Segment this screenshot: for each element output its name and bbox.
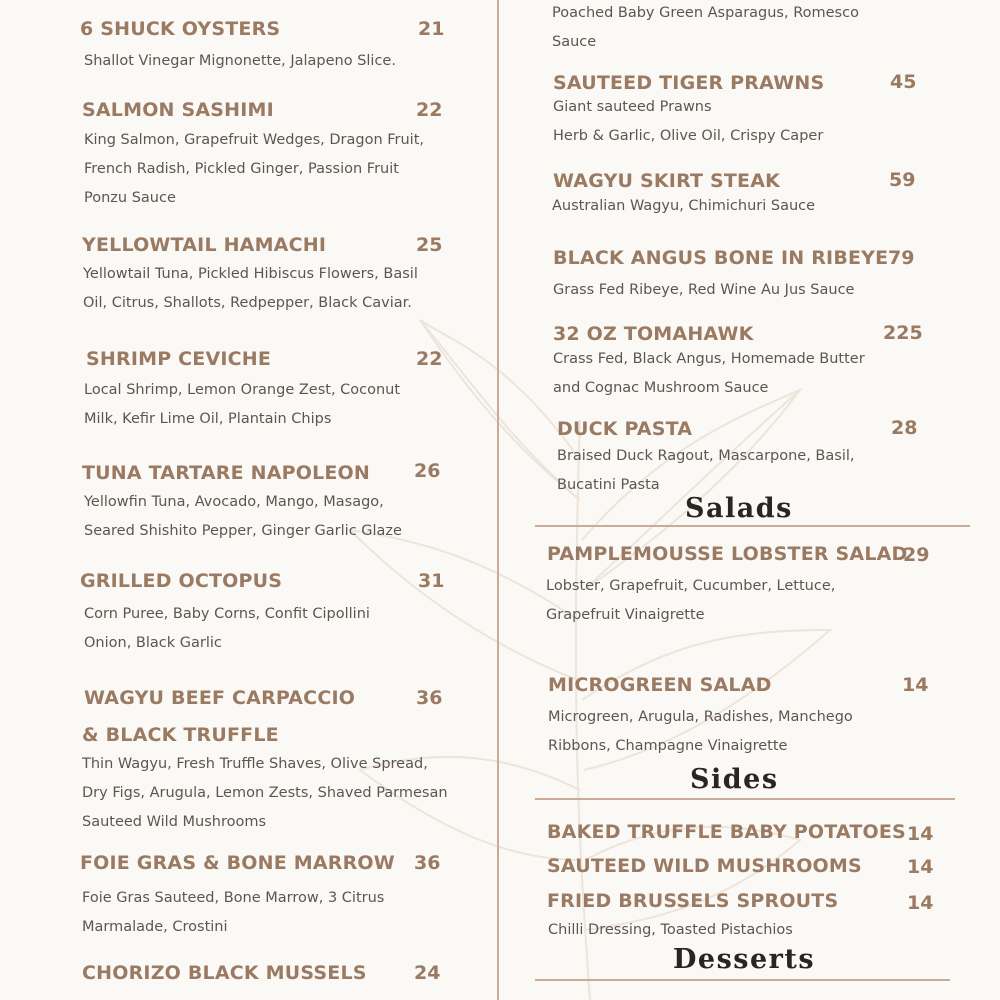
section-title-sides: Sides [690,764,779,795]
item-description: Chilli Dressing, Toasted Pistachios [548,922,793,938]
item-name: SAUTEED WILD MUSHROOMS [547,855,862,877]
item-price: 22 [416,99,443,121]
item-price: 36 [416,687,443,709]
item-name: FOIE GRAS & BONE MARROW [80,852,395,874]
item-name-line-2: & BLACK TRUFFLE [82,724,279,746]
item-description: Grass Fed Ribeye, Red Wine Au Jus Sauce [553,282,855,298]
item-price: 25 [416,234,443,256]
item-description: Australian Wagyu, Chimichuri Sauce [552,198,816,214]
section-title-salads: Salads [685,493,793,524]
item-name: SHRIMP CEVICHE [86,348,272,370]
item-price: 14 [907,856,934,878]
item-description: Giant sauteed Prawns Herb & Garlic, Olive Oil, Crispy Caper [553,99,824,144]
item-price: 21 [418,18,445,40]
item-price: 28 [891,417,918,439]
item-description: Yellowfin Tuna, Avocado, Mango, Masago, Seared Shishito Pepper, Ginger Garlic Glaze [84,494,402,539]
item-price: 14 [902,674,929,696]
item-name: 6 SHUCK OYSTERS [80,18,281,40]
item-name: YELLOWTAIL HAMACHI [82,234,327,256]
item-description: Lobster, Grapefruit, Cucumber, Lettuce, Grapefruit Vinaigrette [546,578,836,623]
item-name: SAUTEED TIGER PRAWNS [553,72,825,94]
item-name: BAKED TRUFFLE BABY POTATOES [547,821,906,843]
item-price: 14 [907,892,934,914]
section-rule [535,798,955,800]
item-name: 32 OZ TOMAHAWK [553,323,754,345]
item-name: MICROGREEN SALAD [548,674,772,696]
item-description: Shallot Vinegar Mignonette, Jalapeno Slice. [84,53,396,69]
item-description: Poached Baby Green Asparagus, Romesco Sauce [552,5,859,50]
item-description: Crass Fed, Black Angus, Homemade Butter and Cognac Mushroom Sauce [553,351,865,396]
section-rule [535,525,970,527]
item-price: 36 [414,852,441,874]
item-price: 45 [890,71,917,93]
item-name: BLACK ANGUS BONE IN RIBEYE [553,247,889,269]
column-divider [497,0,499,1000]
item-name: SALMON SASHIMI [82,99,274,121]
item-name: FRIED BRUSSELS SPROUTS [547,890,839,912]
item-price: 31 [418,570,445,592]
item-description: Corn Puree, Baby Corns, Confit Cipollini Onion, Black Garlic [84,606,370,651]
item-price: 22 [416,348,443,370]
item-description: Local Shrimp, Lemon Orange Zest, Coconut Milk, Kefir Lime Oil, Plantain Chips [84,382,401,427]
item-description: Foie Gras Sauteed, Bone Marrow, 3 Citrus Marmalade, Crostini [82,890,385,935]
item-price: 24 [414,962,441,984]
item-name: DUCK PASTA [557,418,693,440]
item-name: PAMPLEMOUSSE LOBSTER SALAD [547,543,908,565]
section-title-desserts: Desserts [673,944,816,975]
item-name: WAGYU BEEF CARPACCIO [84,687,356,709]
item-description: Braised Duck Ragout, Mascarpone, Basil, Bucatini Pasta [557,448,855,493]
item-description: Microgreen, Arugula, Radishes, Manchego Ribbons, Champagne Vinaigrette [548,709,853,754]
item-description: Yellowtail Tuna, Pickled Hibiscus Flowers, Basil Oil, Citrus, Shallots, Redpepper, Black Caviar. [83,266,418,311]
item-price: 79 [888,247,915,269]
item-price: 14 [907,823,934,845]
item-name: CHORIZO BLACK MUSSELS [82,962,367,984]
item-description: King Salmon, Grapefruit Wedges, Dragon Fruit, French Radish, Pickled Ginger, Passion Fruit Ponzu Sauce [84,132,425,206]
item-name: TUNA TARTARE NAPOLEON [82,462,371,484]
section-rule [535,979,950,981]
item-description: Thin Wagyu, Fresh Truffle Shaves, Olive Spread, Dry Figs, Arugula, Lemon Zests, Shaved Parmesan Sauteed Wild Mushrooms [82,756,448,830]
item-price: 26 [414,460,441,482]
item-price: 225 [883,322,923,344]
item-name: WAGYU SKIRT STEAK [553,170,781,192]
item-name: GRILLED OCTOPUS [80,570,283,592]
item-price: 59 [889,169,916,191]
item-price: 29 [903,544,930,566]
